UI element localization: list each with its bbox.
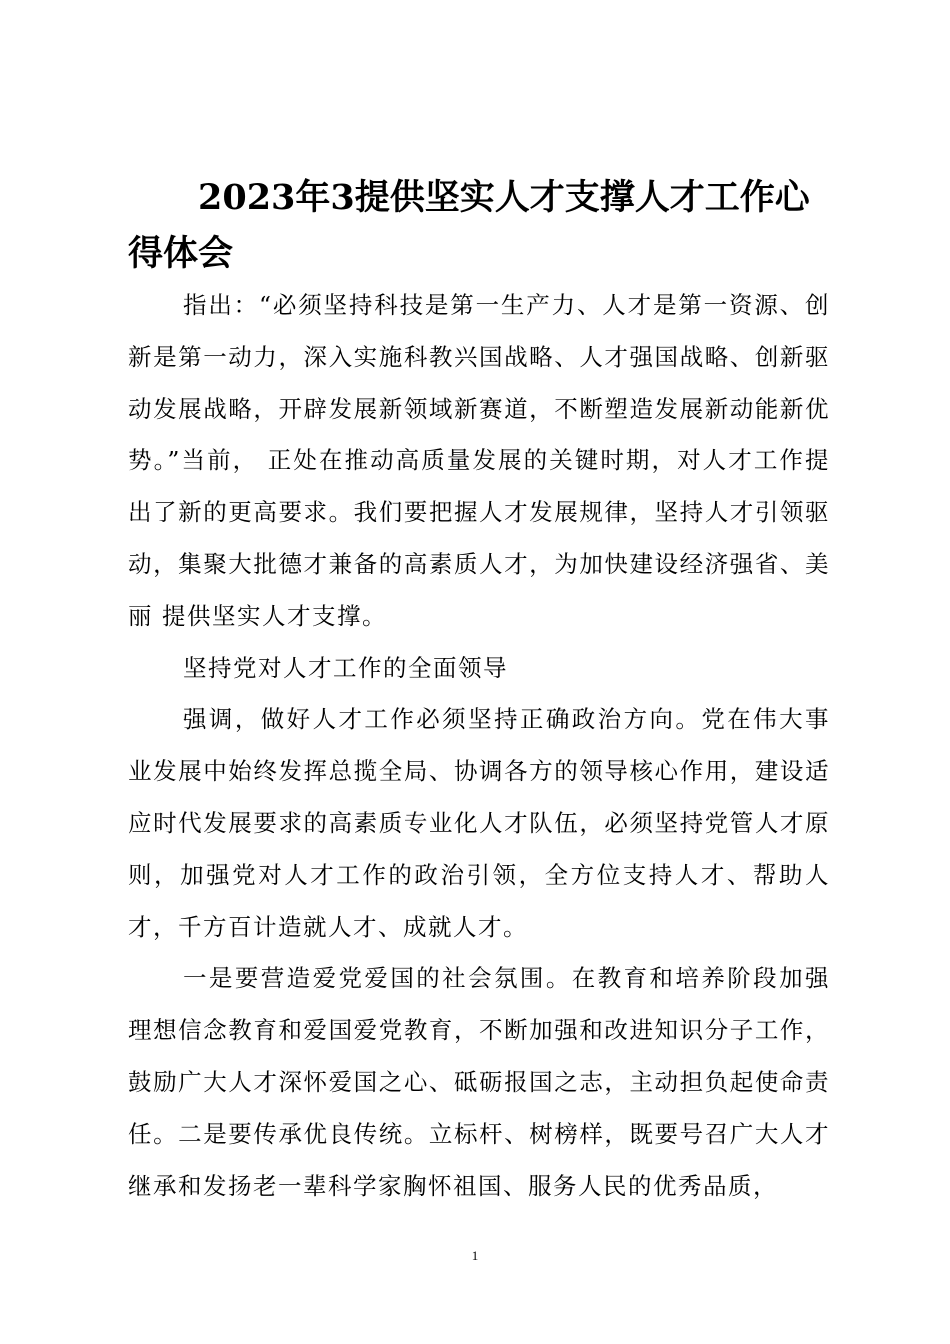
section-heading: 坚持党对人才工作的全面领导: [183, 653, 508, 682]
paragraph-intro: 指出：“必须坚持科技是第一生产力、人才是第一资源、创新是第一动力，深入实施科教兴国战略、人才强国战略、创新驱动发展战略，开辟发展新领域新赛道，不断塑造发展新动能新优势。”当前， 正处在推动高质量发展的关键时期，对人才工作提出了新的更高要求。我们要把握人才发展规律，坚持人才引领驱动，集聚大批德才兼备的高素质人才，为加快建设经济强省、美丽 提供坚实人才支撑。: [128, 291, 830, 630]
document-title: 2023年3提供坚实人才支撑人才工作心得体会: [128, 177, 810, 274]
page-number: 1: [471, 1248, 479, 1263]
document-body: [128, 280, 830, 1212]
paragraph-leadership: 强调，做好人才工作必须坚持正确政治方向。党在伟大事业发展中始终发挥总揽全局、协调各方的领导核心作用，建设适应时代发展要求的高素质专业化人才队伍，必须坚持党管人才原则，加强党对人才工作的政治引领，全方位支持人才、帮助人才，千方百计造就人才、成就人才。: [128, 705, 830, 941]
paragraph-atmosphere: 一是要营造爱党爱国的社会氛围。在教育和培养阶段加强理想信念教育和爱国爱党教育，不断加强和改进知识分子工作，鼓励广大人才深怀爱国之心、砥砺报国之志，主动担负起使命责任。二是要传承优良传统。立标杆、树榜样，既要号召广大人才继承和发扬老一辈科学家胸怀祖国、服务人民的优秀品质，: [128, 964, 830, 1200]
